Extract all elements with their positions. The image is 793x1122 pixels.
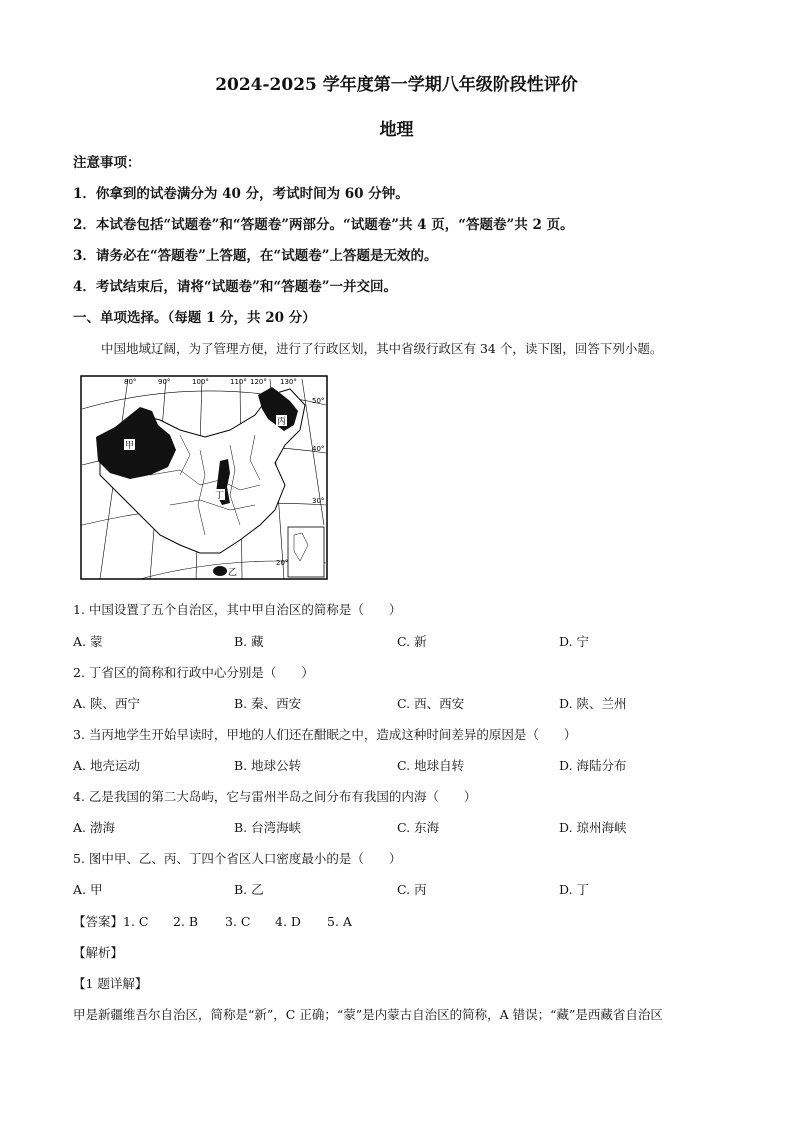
analysis-q1-label: 【1 题详解】 bbox=[73, 976, 148, 991]
option-a: A. 地壳运动 bbox=[73, 758, 140, 773]
option-a: A. 渤海 bbox=[73, 820, 115, 835]
option-c: C. 西、西安 bbox=[397, 696, 465, 711]
analysis-q1-text: 甲是新疆维吾尔自治区，简称是“新”，C 正确；“蒙”是内蒙古自治区的简称，A 错误；“藏”是西藏省自治区 bbox=[73, 1007, 663, 1022]
option-b: B. 藏 bbox=[234, 634, 264, 649]
question-stem: 4. 乙是我国的第二大岛屿，它与雷州半岛之间分布有我国的内海（ ） bbox=[73, 789, 477, 804]
option-b: B. 地球公转 bbox=[234, 758, 302, 773]
lon-label: 90° bbox=[158, 378, 171, 386]
lon-label: 100° bbox=[192, 378, 209, 386]
option-d: D. 陕、兰州 bbox=[559, 696, 627, 711]
question-stem: 2. 丁省区的简称和行政中心分别是（ ） bbox=[73, 665, 314, 680]
question-stem: 5. 图中甲、乙、丙、丁四个省区人口密度最小的是（ ） bbox=[73, 851, 402, 866]
region-yi-label: 乙 bbox=[228, 568, 238, 578]
analysis-label: 【解析】 bbox=[73, 945, 124, 960]
notice-item: 4．考试结束后，请将“试题卷”和“答题卷”一并交回。 bbox=[73, 279, 397, 295]
region-bing-label: 丙 bbox=[277, 417, 287, 427]
option-d: D. 海陆分布 bbox=[559, 758, 627, 773]
option-a: A. 甲 bbox=[73, 882, 103, 897]
option-d: D. 琼州海峡 bbox=[559, 820, 627, 835]
region-jia-label: 甲 bbox=[125, 441, 135, 451]
notice-heading: 注意事项： bbox=[73, 155, 141, 171]
subject-title: 地理 bbox=[379, 120, 414, 140]
notice-item: 1．你拿到的试卷满分为 40 分，考试时间为 60 分钟。 bbox=[73, 186, 409, 202]
question-stem: 1. 中国设置了五个自治区，其中甲自治区的简称是（ ） bbox=[73, 602, 402, 617]
china-province-map bbox=[80, 375, 328, 580]
lat-label: 40° bbox=[312, 445, 325, 453]
option-c: C. 新 bbox=[397, 634, 427, 649]
option-c: C. 东海 bbox=[397, 820, 440, 835]
question-stem: 3. 当丙地学生开始早读时，甲地的人们还在酣眠之中，造成这种时间差异的原因是（ ） bbox=[73, 727, 577, 742]
lat-label: 20° bbox=[276, 559, 289, 567]
section-intro: 中国地域辽阔，为了管理方便，进行了行政区划，其中省级行政区有 34 个，读下图，回答下列小题。 bbox=[101, 341, 663, 356]
notice-item: 2．本试卷包括“试题卷”和“答题卷”两部分。“试题卷”共 4 页，“答题卷”共 2 页。 bbox=[73, 217, 574, 233]
answer-label: 【答案】 bbox=[73, 914, 124, 929]
answer-item: 2. B bbox=[173, 914, 199, 929]
option-c: C. 地球自转 bbox=[397, 758, 465, 773]
lon-label: 80° bbox=[124, 378, 137, 386]
lat-label: 50° bbox=[312, 397, 325, 405]
section-heading: 一、单项选择。（每题 1 分，共 20 分） bbox=[73, 310, 316, 326]
option-b: B. 乙 bbox=[234, 882, 264, 897]
option-a: A. 陕、西宁 bbox=[73, 696, 140, 711]
option-c: C. 丙 bbox=[397, 882, 427, 897]
answer-item: 5. A bbox=[327, 914, 352, 929]
exam-title: 2024-2025 学年度第一学期八年级阶段性评价 bbox=[215, 75, 578, 95]
answer-item: 3. C bbox=[225, 914, 251, 929]
option-d: D. 丁 bbox=[559, 882, 590, 897]
lon-label: 130° bbox=[280, 378, 297, 386]
notice-item: 3．请务必在“答题卷”上答题，在“试题卷”上答题是无效的。 bbox=[73, 248, 438, 264]
lon-label: 110° bbox=[230, 378, 247, 386]
option-b: B. 秦、西安 bbox=[234, 696, 302, 711]
lat-label: 30° bbox=[312, 497, 325, 505]
south-sea-inset bbox=[288, 527, 324, 577]
option-d: D. 宁 bbox=[559, 634, 590, 649]
lon-label: 120° bbox=[250, 378, 267, 386]
region-yi-shape bbox=[213, 566, 227, 576]
answer-item: 1. C bbox=[123, 914, 149, 929]
region-ding-label: 丁 bbox=[215, 491, 225, 501]
answer-line bbox=[73, 912, 352, 930]
option-b: B. 台湾海峡 bbox=[234, 820, 302, 835]
answer-item: 4. D bbox=[275, 914, 301, 929]
option-a: A. 蒙 bbox=[73, 634, 103, 649]
